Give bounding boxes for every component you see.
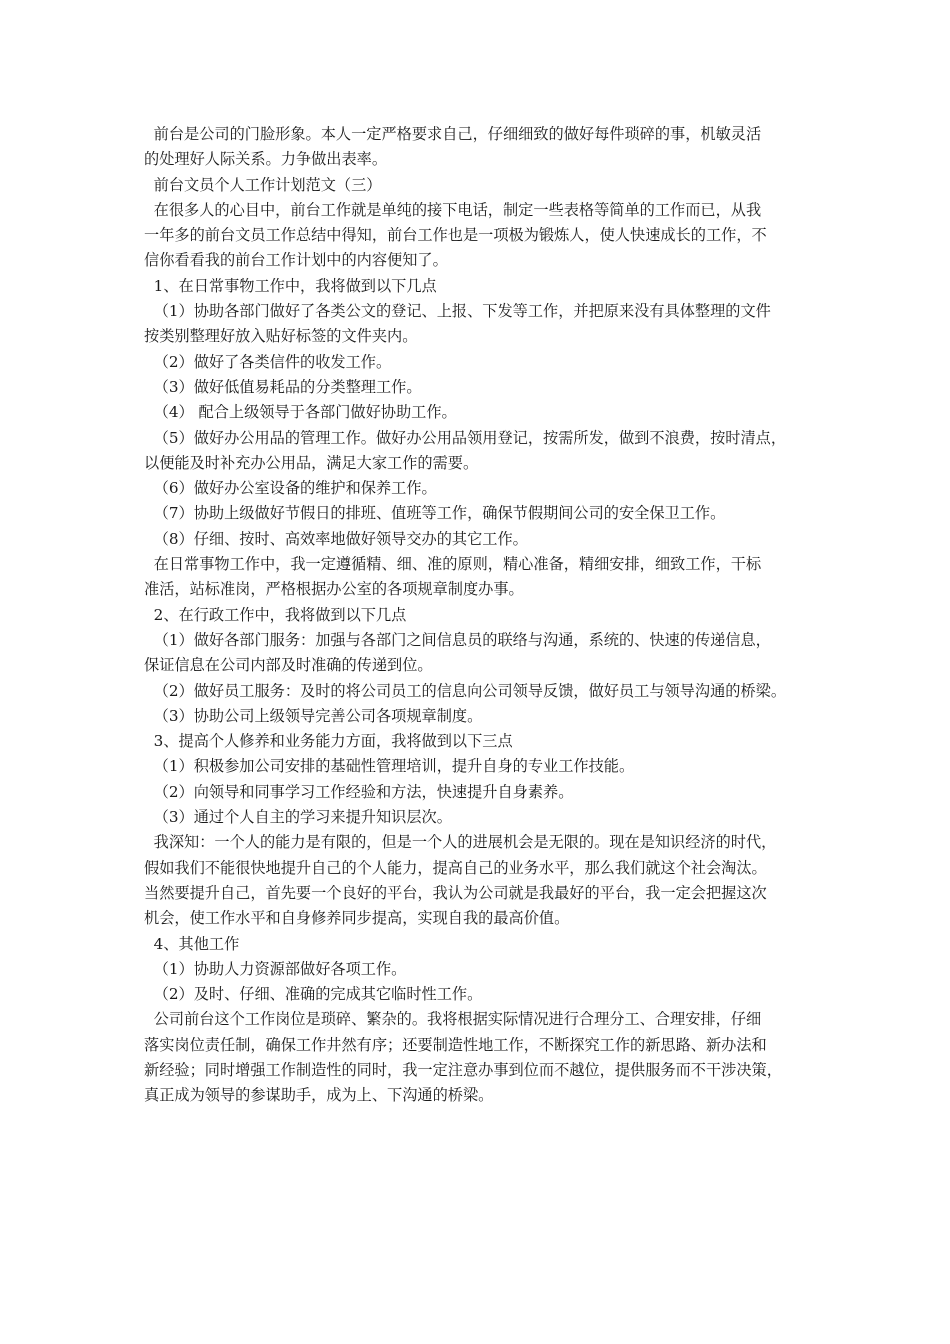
text-line: 在日常事物工作中，我一定遵循精、细、准的原则，精心准备，精细安排，细致工作，干标 bbox=[144, 555, 762, 574]
text-line: 以便能及时补充办公用品，满足大家工作的需要。 bbox=[144, 453, 479, 472]
text-line: 我深知：一个人的能力是有限的，但是一个人的进展机会是无限的。现在是知识经济的时代， bbox=[144, 833, 777, 852]
text-line: 2、在行政工作中，我将做到以下几点 bbox=[144, 605, 407, 624]
text-line: 1、在日常事物工作中，我将做到以下几点 bbox=[144, 276, 437, 295]
text-line: 当然要提升自己，首先要一个良好的平台，我认为公司就是我最好的平台，我一定会把握这次 bbox=[144, 883, 767, 902]
text-line: 准活，站标准岗，严格根据办公室的各项规章制度办事。 bbox=[144, 580, 524, 599]
text-line: 真正成为领导的参谋助手，成为上、下沟通的桥梁。 bbox=[144, 1086, 494, 1105]
text-line: （2）做好了各类信件的收发工作。 bbox=[144, 352, 392, 371]
text-line: 按类别整理好放入贴好标签的文件夹内。 bbox=[144, 327, 418, 346]
text-line: （3）通过个人自主的学习来提升知识层次。 bbox=[144, 808, 452, 827]
text-line: 在很多人的心目中，前台工作就是单纯的接下电话，制定一些表格等简单的工作而已，从我 bbox=[144, 200, 762, 219]
text-line: （1）协助人力资源部做好各项工作。 bbox=[144, 959, 407, 978]
text-line: 新经验；同时增强工作制造性的同时，我一定注意办事到位而不越位，提供服务而不干涉决策， bbox=[144, 1060, 782, 1079]
text-line: 4、其他工作 bbox=[144, 934, 240, 953]
text-line: 保证信息在公司内部及时准确的传递到位。 bbox=[144, 656, 433, 675]
text-line: （2）及时、仔细、准确的完成其它临时性工作。 bbox=[144, 985, 483, 1004]
text-line: （2）向领导和同事学习工作经验和方法，快速提升自身素养。 bbox=[144, 782, 574, 801]
text-line: （3）协助公司上级领导完善公司各项规章制度。 bbox=[144, 706, 483, 725]
text-line: （3）做好低值易耗品的分类整理工作。 bbox=[144, 377, 422, 396]
text-line: （2）做好员工服务：及时的将公司员工的信息向公司领导反馈，做好员工与领导沟通的桥梁。 bbox=[144, 681, 787, 700]
text-line: （6）做好办公室设备的维护和保养工作。 bbox=[144, 479, 437, 498]
text-line: 一年多的前台文员工作总结中得知，前台工作也是一项极为锻炼人，使人快速成长的工作，不 bbox=[144, 226, 767, 245]
text-line: 公司前台这个工作岗位是琐碎、繁杂的。我将根据实际情况进行合理分工、合理安排，仔细 bbox=[144, 1010, 762, 1029]
text-line: 前台文员个人工作计划范文（三） bbox=[144, 175, 382, 194]
text-line: （5）做好办公用品的管理工作。做好办公用品领用登记，按需所发，做到不浪费，按时清点， bbox=[144, 428, 787, 447]
text-line: 前台是公司的门脸形象。本人一定严格要求自己，仔细细致的做好每件琐碎的事，机敏灵活 bbox=[144, 125, 762, 143]
text-line: 的处理好人际关系。力争做出表率。 bbox=[144, 150, 387, 169]
text-line: 假如我们不能很快地提升自己的个人能力，提高自己的业务水平，那么我们就这个社会淘汰。 bbox=[144, 858, 767, 877]
text-line: 落实岗位责任制，确保工作井然有序；还要制造性地工作，不断探究工作的新思路、新办法和 bbox=[144, 1035, 767, 1054]
text-line: （4） 配合上级领导于各部门做好协助工作。 bbox=[144, 403, 457, 422]
document-body bbox=[144, 122, 824, 1109]
text-line: （7）协助上级做好节假日的排班、值班等工作，确保节假期间公司的安全保卫工作。 bbox=[144, 504, 726, 523]
text-line: （1）协助各部门做好了各类公文的登记、上报、下发等工作，并把原来没有具体整理的文件 bbox=[144, 302, 771, 321]
text-line: 信你看看我的前台工作计划中的内容便知了。 bbox=[144, 251, 448, 270]
text-line: （1）积极参加公司安排的基础性管理培训，提升自身的专业工作技能。 bbox=[144, 757, 635, 776]
text-line: 3、提高个人修养和业务能力方面，我将做到以下三点 bbox=[144, 732, 513, 751]
text-line: 机会，使工作水平和自身修养同步提高，实现自我的最高价值。 bbox=[144, 909, 570, 928]
text-line: （8）仔细、按时、高效率地做好领导交办的其它工作。 bbox=[144, 529, 528, 548]
text-line: （1）做好各部门服务：加强与各部门之间信息员的联络与沟通，系统的、快速的传递信息， bbox=[144, 630, 771, 649]
